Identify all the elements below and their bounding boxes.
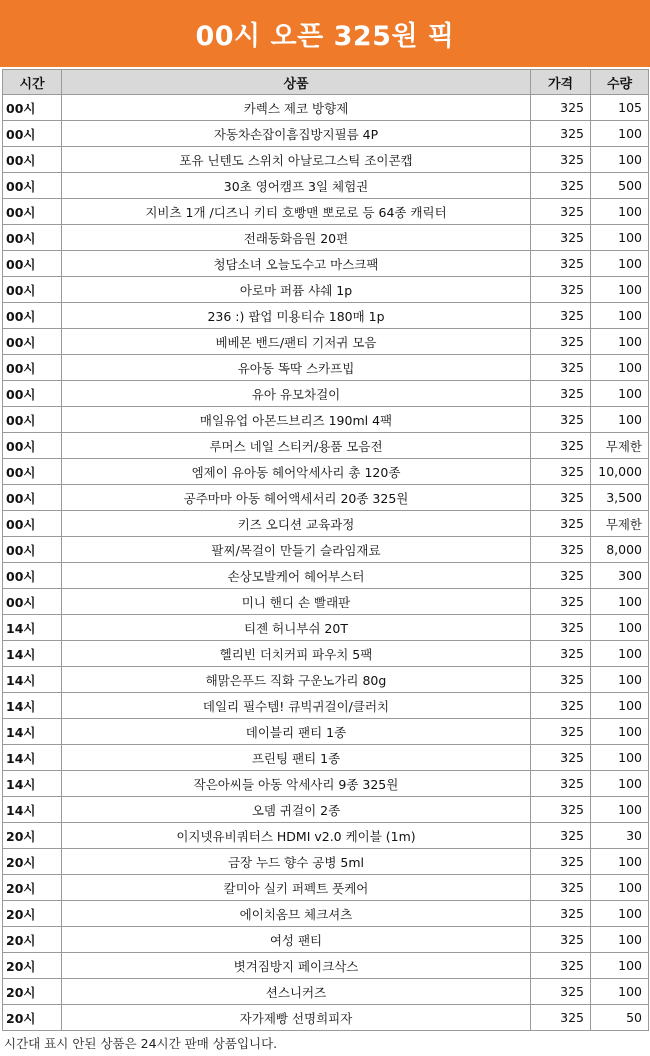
cell-qty: 100 bbox=[591, 953, 649, 979]
cell-price: 325 bbox=[531, 173, 591, 199]
cell-price: 325 bbox=[531, 693, 591, 719]
cell-time: 14시 bbox=[3, 615, 62, 641]
cell-price: 325 bbox=[531, 459, 591, 485]
table-row bbox=[3, 433, 649, 459]
cell-time: 14시 bbox=[3, 719, 62, 745]
cell-time: 00시 bbox=[3, 147, 62, 173]
cell-time: 00시 bbox=[3, 199, 62, 225]
cell-product: 엠제이 유아동 헤어악세사리 총 120종 bbox=[62, 459, 531, 485]
cell-price: 325 bbox=[531, 329, 591, 355]
cell-price: 325 bbox=[531, 823, 591, 849]
cell-time: 00시 bbox=[3, 251, 62, 277]
cell-qty: 100 bbox=[591, 979, 649, 1005]
cell-qty: 100 bbox=[591, 849, 649, 875]
table-header-row bbox=[3, 70, 649, 95]
cell-qty: 100 bbox=[591, 693, 649, 719]
cell-time: 00시 bbox=[3, 225, 62, 251]
table-row bbox=[3, 823, 649, 849]
cell-product: 팔찌/목걸이 만들기 슬라임재료 bbox=[62, 537, 531, 563]
cell-price: 325 bbox=[531, 719, 591, 745]
cell-qty: 100 bbox=[591, 927, 649, 953]
cell-product: 236 :) 팝업 미용티슈 180매 1p bbox=[62, 303, 531, 329]
cell-product: 베베몬 밴드/팬티 기저귀 모음 bbox=[62, 329, 531, 355]
cell-price: 325 bbox=[531, 1005, 591, 1031]
table-row bbox=[3, 537, 649, 563]
cell-product: 유아동 똑딱 스카프빕 bbox=[62, 355, 531, 381]
table-row bbox=[3, 121, 649, 147]
cell-time: 20시 bbox=[3, 1005, 62, 1031]
cell-time: 00시 bbox=[3, 329, 62, 355]
cell-product: 청담소녀 오늘도수고 마스크팩 bbox=[62, 251, 531, 277]
cell-qty: 105 bbox=[591, 95, 649, 121]
cell-time: 20시 bbox=[3, 979, 62, 1005]
header-qty: 수량 bbox=[591, 70, 649, 95]
cell-time: 00시 bbox=[3, 355, 62, 381]
cell-time: 20시 bbox=[3, 927, 62, 953]
cell-product: 해맑은푸드 직화 구운노가리 80g bbox=[62, 667, 531, 693]
table-row bbox=[3, 589, 649, 615]
table-row bbox=[3, 381, 649, 407]
cell-price: 325 bbox=[531, 355, 591, 381]
table-row bbox=[3, 927, 649, 953]
header-product: 상품 bbox=[62, 70, 531, 95]
cell-price: 325 bbox=[531, 667, 591, 693]
cell-product: 카렉스 제코 방향제 bbox=[62, 95, 531, 121]
cell-qty: 3,500 bbox=[591, 485, 649, 511]
cell-price: 325 bbox=[531, 407, 591, 433]
cell-time: 00시 bbox=[3, 277, 62, 303]
cell-time: 14시 bbox=[3, 745, 62, 771]
cell-product: 공주마마 아동 헤어액세서리 20종 325원 bbox=[62, 485, 531, 511]
cell-qty: 30 bbox=[591, 823, 649, 849]
cell-qty: 100 bbox=[591, 745, 649, 771]
table-row bbox=[3, 355, 649, 381]
cell-price: 325 bbox=[531, 563, 591, 589]
table-row bbox=[3, 173, 649, 199]
cell-qty: 100 bbox=[591, 667, 649, 693]
cell-product: 에이치옴므 체크셔츠 bbox=[62, 901, 531, 927]
cell-qty: 100 bbox=[591, 329, 649, 355]
cell-price: 325 bbox=[531, 979, 591, 1005]
cell-price: 325 bbox=[531, 225, 591, 251]
cell-time: 14시 bbox=[3, 693, 62, 719]
cell-qty: 무제한 bbox=[591, 511, 649, 537]
cell-product: 여성 팬티 bbox=[62, 927, 531, 953]
table-row bbox=[3, 563, 649, 589]
cell-time: 14시 bbox=[3, 797, 62, 823]
table-row bbox=[3, 459, 649, 485]
header-time: 시간 bbox=[3, 70, 62, 95]
cell-price: 325 bbox=[531, 745, 591, 771]
cell-product: 매일유업 아몬드브리즈 190ml 4팩 bbox=[62, 407, 531, 433]
page-title: 00시 오픈 325원 픽 bbox=[195, 21, 455, 52]
table-row bbox=[3, 615, 649, 641]
cell-product: 작은아씨들 아동 악세사리 9종 325원 bbox=[62, 771, 531, 797]
cell-qty: 100 bbox=[591, 251, 649, 277]
cell-price: 325 bbox=[531, 277, 591, 303]
table-row bbox=[3, 745, 649, 771]
cell-product: 데일리 필수템! 큐빅귀걸이/클러치 bbox=[62, 693, 531, 719]
cell-time: 20시 bbox=[3, 953, 62, 979]
cell-qty: 100 bbox=[591, 199, 649, 225]
cell-qty: 100 bbox=[591, 771, 649, 797]
cell-time: 00시 bbox=[3, 589, 62, 615]
cell-price: 325 bbox=[531, 381, 591, 407]
cell-time: 14시 bbox=[3, 641, 62, 667]
cell-price: 325 bbox=[531, 147, 591, 173]
cell-product: 헬리빈 더치커피 파우치 5팩 bbox=[62, 641, 531, 667]
cell-product: 이지넷유비쿼터스 HDMI v2.0 케이블 (1m) bbox=[62, 823, 531, 849]
table-row bbox=[3, 979, 649, 1005]
cell-qty: 100 bbox=[591, 641, 649, 667]
cell-time: 00시 bbox=[3, 511, 62, 537]
cell-product: 프린팅 팬티 1종 bbox=[62, 745, 531, 771]
table-row bbox=[3, 641, 649, 667]
table-row bbox=[3, 875, 649, 901]
title-banner bbox=[0, 0, 650, 67]
cell-time: 00시 bbox=[3, 381, 62, 407]
cell-time: 00시 bbox=[3, 173, 62, 199]
cell-time: 20시 bbox=[3, 823, 62, 849]
cell-time: 00시 bbox=[3, 407, 62, 433]
cell-product: 금장 누드 향수 공병 5ml bbox=[62, 849, 531, 875]
cell-price: 325 bbox=[531, 511, 591, 537]
cell-qty: 100 bbox=[591, 615, 649, 641]
table-row bbox=[3, 667, 649, 693]
cell-qty: 100 bbox=[591, 719, 649, 745]
cell-time: 14시 bbox=[3, 667, 62, 693]
cell-qty: 300 bbox=[591, 563, 649, 589]
cell-time: 00시 bbox=[3, 95, 62, 121]
table-row bbox=[3, 719, 649, 745]
cell-price: 325 bbox=[531, 303, 591, 329]
cell-product: 지비츠 1개 /디즈니 키티 호빵맨 뽀로로 등 64종 캐릭터 bbox=[62, 199, 531, 225]
cell-product: 루머스 네일 스티커/용품 모음전 bbox=[62, 433, 531, 459]
cell-price: 325 bbox=[531, 615, 591, 641]
cell-price: 325 bbox=[531, 537, 591, 563]
cell-time: 00시 bbox=[3, 563, 62, 589]
cell-product: 자가제빵 선명희피자 bbox=[62, 1005, 531, 1031]
table-row bbox=[3, 771, 649, 797]
cell-time: 00시 bbox=[3, 485, 62, 511]
cell-price: 325 bbox=[531, 199, 591, 225]
table-row bbox=[3, 95, 649, 121]
cell-qty: 10,000 bbox=[591, 459, 649, 485]
cell-product: 유아 유모차걸이 bbox=[62, 381, 531, 407]
cell-product: 션스니커즈 bbox=[62, 979, 531, 1005]
table-row bbox=[3, 849, 649, 875]
cell-product: 오뎀 귀걸이 2종 bbox=[62, 797, 531, 823]
cell-qty: 8,000 bbox=[591, 537, 649, 563]
table-row bbox=[3, 251, 649, 277]
cell-time: 20시 bbox=[3, 849, 62, 875]
cell-qty: 100 bbox=[591, 277, 649, 303]
table-row bbox=[3, 693, 649, 719]
cell-qty: 100 bbox=[591, 355, 649, 381]
cell-price: 325 bbox=[531, 849, 591, 875]
cell-product: 미니 핸디 손 빨래판 bbox=[62, 589, 531, 615]
cell-price: 325 bbox=[531, 433, 591, 459]
cell-price: 325 bbox=[531, 771, 591, 797]
footnote: 시간대 표시 안된 상품은 24시간 판매 상품입니다. bbox=[4, 1036, 278, 1051]
cell-price: 325 bbox=[531, 95, 591, 121]
cell-price: 325 bbox=[531, 953, 591, 979]
table-row bbox=[3, 485, 649, 511]
table-row bbox=[3, 303, 649, 329]
cell-qty: 100 bbox=[591, 875, 649, 901]
cell-product: 전래동화음원 20편 bbox=[62, 225, 531, 251]
cell-price: 325 bbox=[531, 641, 591, 667]
cell-price: 325 bbox=[531, 797, 591, 823]
cell-price: 325 bbox=[531, 121, 591, 147]
cell-qty: 500 bbox=[591, 173, 649, 199]
table-row bbox=[3, 329, 649, 355]
cell-price: 325 bbox=[531, 251, 591, 277]
cell-product: 키즈 오디션 교육과정 bbox=[62, 511, 531, 537]
cell-product: 포유 닌텐도 스위치 아날로그스틱 조이콘캡 bbox=[62, 147, 531, 173]
cell-time: 00시 bbox=[3, 303, 62, 329]
header-price: 가격 bbox=[531, 70, 591, 95]
cell-product: 칼미아 실키 퍼펙트 풋케어 bbox=[62, 875, 531, 901]
cell-time: 00시 bbox=[3, 459, 62, 485]
table-body bbox=[3, 95, 649, 1031]
cell-price: 325 bbox=[531, 927, 591, 953]
product-table bbox=[2, 69, 649, 1031]
table-row bbox=[3, 147, 649, 173]
cell-time: 20시 bbox=[3, 875, 62, 901]
table-row bbox=[3, 199, 649, 225]
cell-time: 14시 bbox=[3, 771, 62, 797]
cell-qty: 100 bbox=[591, 303, 649, 329]
cell-price: 325 bbox=[531, 589, 591, 615]
cell-qty: 50 bbox=[591, 1005, 649, 1031]
table-row bbox=[3, 797, 649, 823]
cell-qty: 100 bbox=[591, 381, 649, 407]
cell-product: 손상모발케어 헤어부스터 bbox=[62, 563, 531, 589]
table-row bbox=[3, 407, 649, 433]
table-row bbox=[3, 277, 649, 303]
cell-qty: 100 bbox=[591, 225, 649, 251]
cell-price: 325 bbox=[531, 875, 591, 901]
cell-product: 볏겨짐방지 페이크삭스 bbox=[62, 953, 531, 979]
table-row bbox=[3, 953, 649, 979]
cell-time: 00시 bbox=[3, 537, 62, 563]
table-row bbox=[3, 511, 649, 537]
cell-product: 티젠 허니부쉬 20T bbox=[62, 615, 531, 641]
cell-price: 325 bbox=[531, 901, 591, 927]
cell-qty: 100 bbox=[591, 797, 649, 823]
cell-qty: 100 bbox=[591, 407, 649, 433]
cell-qty: 100 bbox=[591, 147, 649, 173]
cell-product: 데이블리 팬티 1종 bbox=[62, 719, 531, 745]
cell-time: 00시 bbox=[3, 121, 62, 147]
cell-qty: 100 bbox=[591, 901, 649, 927]
cell-qty: 무제한 bbox=[591, 433, 649, 459]
cell-price: 325 bbox=[531, 485, 591, 511]
cell-qty: 100 bbox=[591, 121, 649, 147]
table-row bbox=[3, 1005, 649, 1031]
cell-time: 00시 bbox=[3, 433, 62, 459]
cell-qty: 100 bbox=[591, 589, 649, 615]
table-row bbox=[3, 225, 649, 251]
table-row bbox=[3, 901, 649, 927]
cell-product: 30초 영어캠프 3일 체험권 bbox=[62, 173, 531, 199]
cell-product: 아로마 퍼퓸 샤쉐 1p bbox=[62, 277, 531, 303]
cell-product: 자동차손잡이흠집방지필름 4P bbox=[62, 121, 531, 147]
cell-time: 20시 bbox=[3, 901, 62, 927]
